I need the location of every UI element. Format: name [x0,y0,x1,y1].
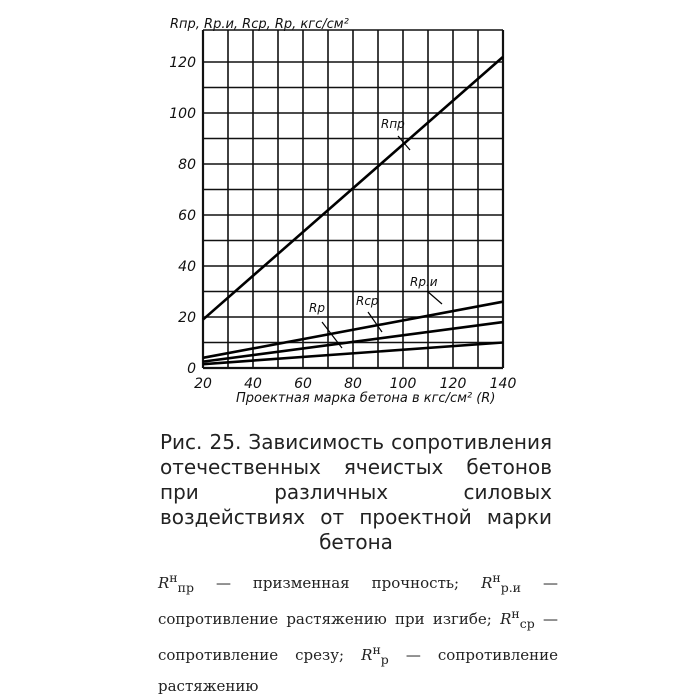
legend-r-pr: $R^н_{пр}$ — призменная прочность; [158,570,460,595]
symbol-legend [158,565,558,699]
y-tick-label: 80 [178,157,196,173]
legend-r-sr: $R^н_{ср}$ — сопротивление срезу; [158,606,558,664]
x-axis-label: Проектная марка бетона в кгс/см² (R) [236,391,496,406]
figure-caption: Рис. 25. Зависимость сопротивления отечественных ячеистых бетонов при различных силовых воздействиях от проектной марки бетона [160,430,552,554]
x-tick-label: 120 [439,376,467,392]
legend-r-r: $R^н_р$ — сопротивление растяжению [158,642,558,695]
series-annotations [309,117,442,348]
series-label-3: Rр [309,301,325,315]
y-tick-label: 120 [169,55,196,71]
grid [203,30,503,368]
y-tick-label: 40 [178,259,196,275]
x-tick-label: 80 [344,376,362,392]
y-tick-label: 100 [169,106,196,122]
tick-labels [169,55,516,392]
x-tick-label: 60 [294,376,312,392]
x-tick-label: 40 [244,376,262,392]
series-label-1: Rр.и [410,275,438,289]
x-tick-label: 100 [389,376,417,392]
series-label-0: Rпр [381,117,405,131]
y-tick-label: 60 [178,208,196,224]
y-tick-label: 0 [187,361,196,377]
y-axis-label: Rпр, Rр.и, Rср, Rр, кгс/см² [170,17,349,32]
series-label-2: Rср [356,294,379,308]
series-leader-1 [427,291,442,304]
x-tick-label: 140 [489,376,517,392]
x-tick-label: 20 [194,376,212,392]
series-leader-2 [368,312,382,332]
y-tick-label: 20 [178,310,196,326]
legend-r-ri: $R^н_{р.и}$ — сопротивление растяжению при изгибе; [158,570,558,628]
